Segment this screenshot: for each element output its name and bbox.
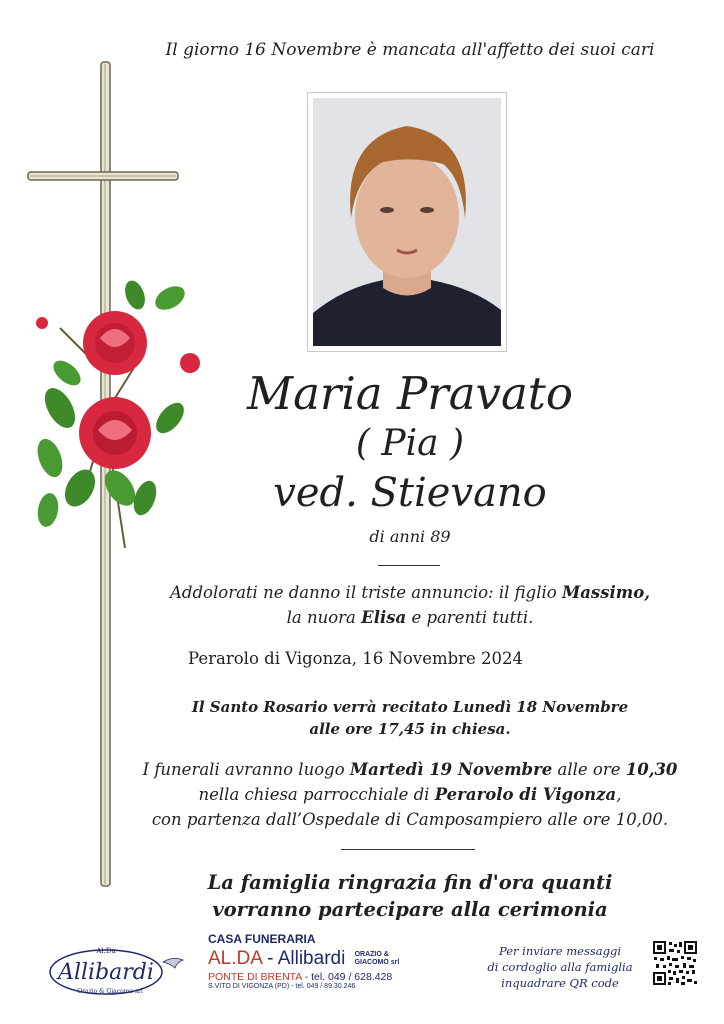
- funeral-time: 10,30: [625, 760, 678, 779]
- funeral-home-info: [208, 932, 468, 990]
- funeral-home-branch-1: PONTE DI BRENTA - tel. 049 / 628.428: [208, 971, 393, 983]
- announcement-text: la nuora: [286, 608, 362, 627]
- allibardi-logo-icon: [48, 944, 190, 1002]
- funeral-home-name-red: AL.DA: [208, 948, 262, 969]
- intro-text: Il giorno 16 Novembre è mancata all'affetto dei suoi cari: [165, 40, 655, 60]
- funeral-day: Martedì 19 Novembre: [349, 760, 553, 779]
- roses-icon: [33, 278, 200, 548]
- portrait-photo-frame: [307, 92, 507, 352]
- logo-main-text: Allibardi: [58, 960, 154, 985]
- allibardi-logo: [48, 944, 190, 1002]
- thanks-line: La famiglia ringrazia fin d'ora quanti: [207, 871, 613, 894]
- widow-of-name: ved. Stievano: [273, 470, 547, 516]
- funeral-notice: [140, 757, 680, 832]
- daughter-in-law-name: Elisa: [361, 608, 407, 627]
- funeral-text: alle ore: [552, 760, 626, 779]
- thanks-message: [140, 869, 680, 923]
- announcement: [140, 580, 680, 630]
- divider-line: [341, 849, 475, 850]
- logo-sub-text: Orazio & Giacomo srl: [77, 988, 143, 995]
- rosary-notice: [140, 696, 680, 740]
- funeral-home-subtitle: ORAZIO & GIACOMO srl: [354, 950, 400, 966]
- deceased-name: Maria Pravato: [247, 367, 573, 420]
- funeral-departure: con partenza dall’Ospedale di Camposampiero alle ore 10,00.: [151, 810, 669, 829]
- funeral-text: nella chiesa parrocchiale di: [198, 785, 435, 804]
- funeral-text: I funerali avranno luogo: [142, 760, 350, 779]
- thanks-line: vorranno partecipare alla cerimonia: [212, 898, 608, 921]
- funeral-home-name-sep: -: [261, 948, 278, 969]
- funeral-home-name-dark: Allibardi: [277, 948, 346, 969]
- logo-top-text: Al.Da: [96, 947, 116, 955]
- funeral-text: ,: [616, 785, 622, 804]
- deceased-age: di anni 89: [369, 527, 451, 546]
- rosary-line: Il Santo Rosario verrà recitato Lunedì 18 Novembre: [191, 698, 629, 716]
- portrait-photo: [313, 98, 501, 346]
- announcement-text: Addolorati ne danno il triste annuncio: il figlio: [170, 583, 562, 602]
- qr-code-icon[interactable]: [652, 940, 698, 986]
- announcement-text: e parenti tutti.: [406, 608, 534, 627]
- qr-instructions: Per inviare messaggi di cordoglio alla famiglia inquadrare QR code: [487, 944, 633, 990]
- place-and-date: Perarolo di Vigonza, 16 Novembre 2024: [188, 649, 524, 668]
- portrait-silhouette-icon: [313, 98, 501, 346]
- son-name: Massimo,: [561, 583, 650, 602]
- church-name: Perarolo di Vigonza: [434, 785, 617, 804]
- deceased-nickname: ( Pia ): [355, 423, 465, 464]
- rosary-line: alle ore 17,45 in chiesa.: [309, 720, 511, 738]
- divider-line: [378, 565, 440, 566]
- funeral-home-label: CASA FUNERARIA: [208, 932, 316, 946]
- funeral-home-name: [208, 948, 468, 970]
- funeral-home-branch-2: S.VITO DI VIGONZA (PD) - tel. 049 / 89.30.246: [208, 983, 356, 990]
